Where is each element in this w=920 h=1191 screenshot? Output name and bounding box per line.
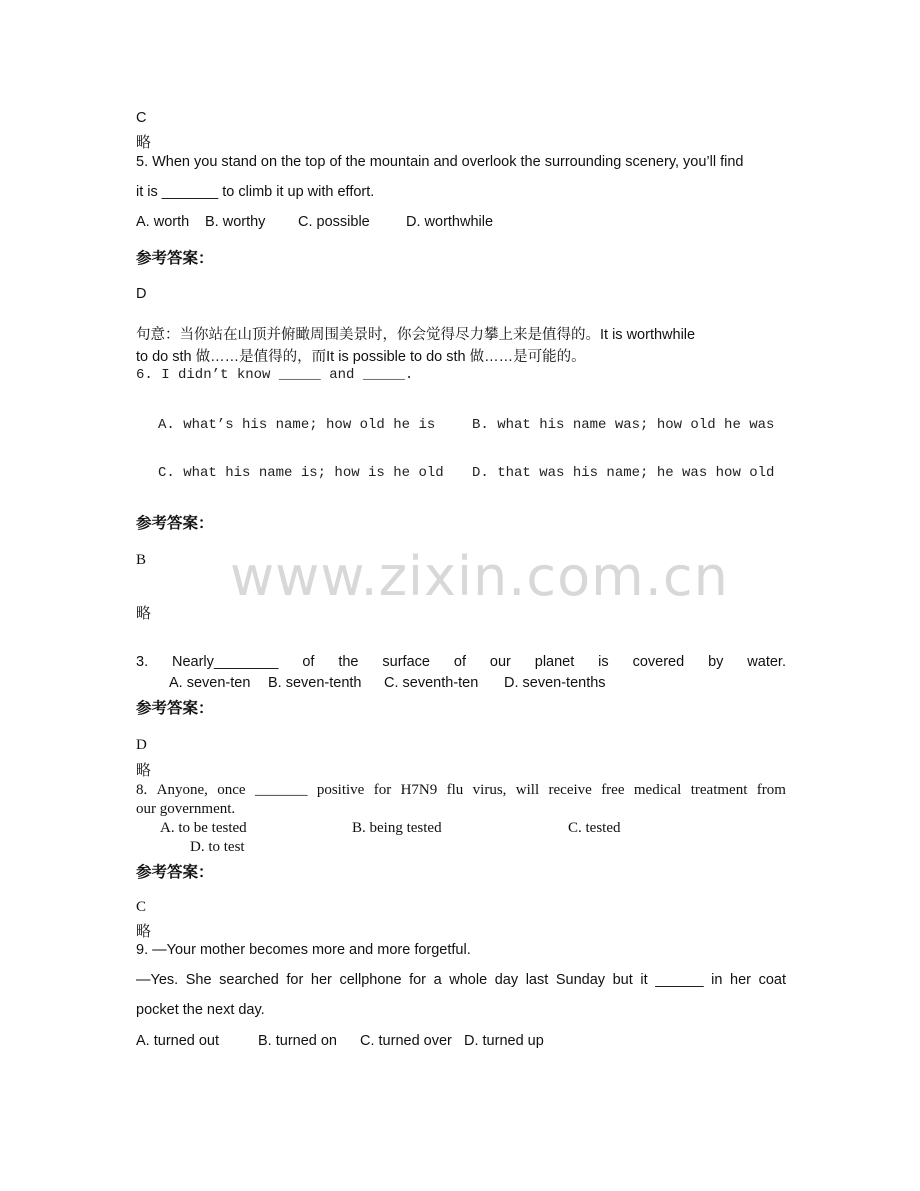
q9-word: day [494,972,519,988]
q3-word: is [598,654,609,670]
q6-note: 略 [136,606,152,622]
q8-word: from [756,782,786,798]
q9-option-a: A. turned out [136,1033,220,1049]
q3-option-c: C. seventh-ten [384,675,479,691]
q3-option-d: D. seven-tenths [504,675,606,691]
q8-line2: our government. [136,801,236,817]
q5-option-c: C. possible [298,214,370,230]
q9-word: cellphone [339,972,402,988]
q3-note: 略 [136,763,152,779]
q9-word: but [612,972,633,988]
q9-stem [136,972,786,988]
q8-word: Anyone, [156,782,208,798]
answer-heading: 参考答案： [136,699,214,717]
q9-word: searched [219,972,279,988]
q9-line1: 9. —Your mother becomes more and more forgetful. [136,942,471,958]
q8-word: free [601,782,625,798]
watermark: www.zixin.com.cn [230,545,729,608]
q3-option-b: B. seven-tenth [268,675,362,691]
q8-word: flu [446,782,464,798]
q5-explanation-2: to do sth 做……是值得的，而It is possible to do sth 做……是可能的。 [136,349,586,365]
q9-word: in [711,972,723,988]
q3-word: Nearly________ [172,654,279,670]
q3-word: of [453,654,466,670]
q8-word: for [373,782,392,798]
q9-option-d: D. turned up [464,1033,544,1049]
q9-line3: pocket the next day. [136,1002,265,1018]
q8-option-b: B. being tested [352,820,442,836]
q9-word: for [409,972,427,988]
q8-word: medical [633,782,682,798]
q5-line2: it is _______ to climb it up with effort. [136,184,375,200]
q6-line1: 6. I didn’t know _____ and _____. [136,367,414,383]
q8-answer: C [136,899,147,915]
q8-word: 8. [136,782,148,798]
q8-option-d: D. to test [190,839,245,855]
q8-word: will [515,782,540,798]
answer-heading: 参考答案： [136,514,214,532]
q9-word: a [433,972,442,988]
q9-word: her [310,972,332,988]
q3-word: our [489,654,511,670]
q3-word: the [338,654,359,670]
q6-option-c: C. what his name is; how is he old [158,465,444,481]
answer-heading: 参考答案： [136,863,214,881]
q8-word: once [217,782,246,798]
q5-option-b: B. worthy [205,214,266,230]
q3-word: by [708,654,724,670]
q9-word: Sunday [555,972,606,988]
q9-word: ______ [655,972,704,988]
q3-word: water. [747,654,786,670]
q6-option-b: B. what his name was; how old he was [472,417,775,433]
q8-word: _______ [254,782,308,798]
q6-option-d: D. that was his name; he was how old [472,465,775,481]
q9-word: it [640,972,648,988]
q3-word: of [302,654,315,670]
q3-answer: D [136,737,147,753]
q9-word: whole [449,972,488,988]
q9-word: her [730,972,751,988]
q8-word: H7N9 [400,782,438,798]
q9-word: She [185,972,212,988]
q3-word: covered [632,654,685,670]
answer-heading: 参考答案： [136,249,214,267]
q9-option-b: B. turned on [258,1033,337,1049]
q9-option-c: C. turned over [360,1033,452,1049]
q5-option-a: A. worth [136,214,190,230]
q3-stem [136,654,786,670]
q9-word: —Yes. [136,972,179,988]
q3-word: surface [382,654,430,670]
q3-word: planet [534,654,575,670]
q9-word: last [525,972,549,988]
q5-line1: 5. When you stand on the top of the mountain and overlook the surrounding scenery, you’ll find [136,154,744,170]
prev-note: 略 [136,134,152,151]
q5-answer: D [136,286,147,302]
q8-option-a: A. to be tested [160,820,247,836]
q5-explanation-1: 句意：当你站在山顶并俯瞰周围美景时，你会觉得尽力攀上来是值得的。It is worthwhile [136,327,696,343]
q8-stem [136,782,786,799]
q8-word: receive [548,782,592,798]
q6-option-a: A. what’s his name; how old he is [158,417,436,433]
q9-word: coat [758,972,786,988]
q3-option-a: A. seven-ten [169,675,251,691]
q8-option-c: C. tested [568,820,621,836]
q5-option-d: D. worthwhile [406,214,494,230]
q8-note: 略 [136,924,152,940]
q6-answer: B [136,552,147,568]
q3-word: 3. [136,654,149,670]
q8-word: treatment [690,782,748,798]
q8-word: virus, [472,782,507,798]
q8-word: positive [316,782,365,798]
q9-word: for [286,972,304,988]
prev-answer: C [136,110,147,126]
